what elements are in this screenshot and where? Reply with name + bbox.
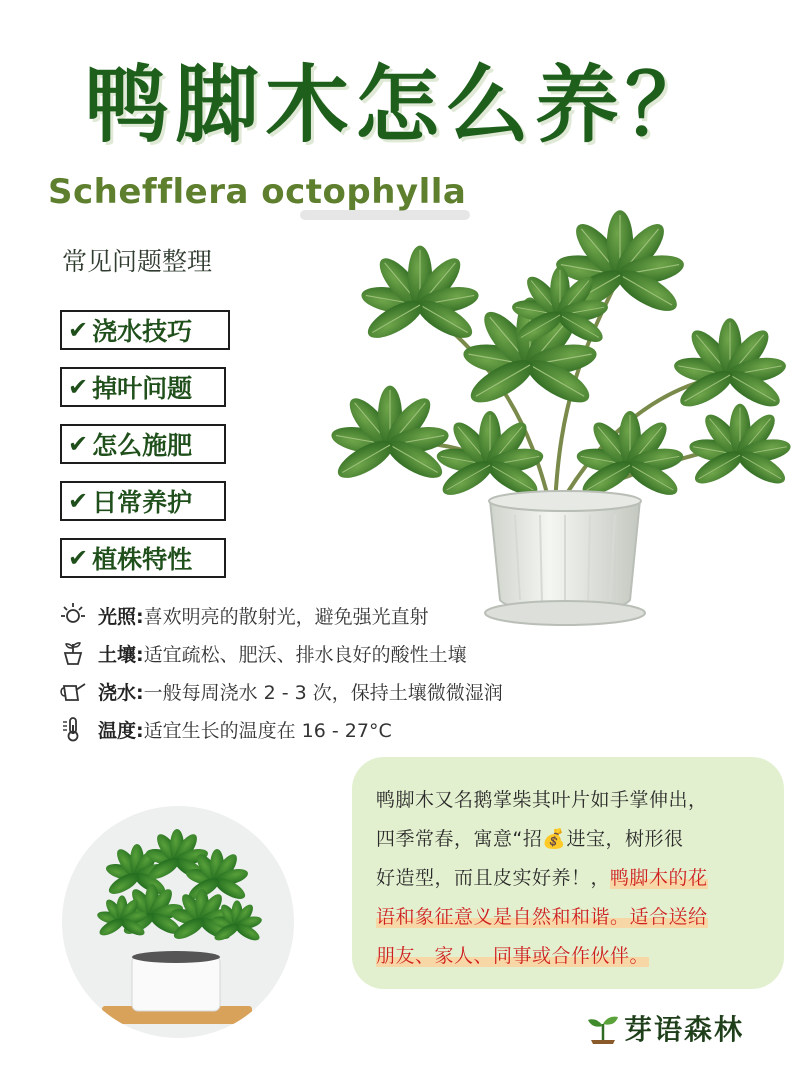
care-facts [58, 596, 503, 748]
fact-label: 光照: [98, 605, 144, 628]
note-highlight: 鸭脚木的花 [610, 867, 708, 889]
soil-pot-icon [58, 640, 88, 666]
checklist-item-traits [60, 538, 226, 578]
note-line [376, 898, 764, 937]
checklist-item-fertilizing [60, 424, 226, 464]
small-plant-photo [62, 806, 294, 1038]
fact-temperature [58, 710, 503, 748]
fact-text: 适宜疏松、肥沃、排水良好的酸性土壤 [143, 643, 467, 666]
fact-text: 适宜生长的温度在 16 - 27°C [143, 719, 392, 742]
page-title: 鸭脚木怎么养？ [84, 56, 715, 154]
schefflera-plant-image [300, 205, 800, 635]
fact-label: 土壤: [98, 643, 144, 666]
note-line: 四季常春，寓意“招💰进宝，树形很 [376, 828, 684, 850]
small-plant-image [62, 806, 294, 1038]
brand-logo [586, 1008, 744, 1048]
fact-watering [58, 672, 503, 710]
latin-name: Schefflera octophylla [48, 172, 467, 212]
checklist-label: 植株特性 [92, 545, 193, 574]
checkmark-icon: ✔ [68, 544, 89, 572]
checkmark-icon: ✔ [68, 430, 89, 458]
checklist-label: 掉叶问题 [92, 374, 193, 403]
checkmark-icon: ✔ [68, 316, 89, 344]
subtitle: 常见问题整理 [62, 247, 213, 276]
fact-label: 温度: [98, 719, 144, 742]
note-highlight: 朋友、家人、同事或合作伙伴。 [376, 945, 650, 967]
checklist-label: 怎么施肥 [92, 431, 193, 460]
description-card [352, 757, 784, 989]
checkmark-icon: ✔ [68, 487, 89, 515]
checklist-label: 日常养护 [92, 488, 193, 517]
checklist-item-daily-care [60, 481, 226, 521]
fact-text: 一般每周浇水 2 - 3 次，保持土壤微微湿润 [143, 681, 503, 704]
note-text: 好造型，而且皮实好养！， [376, 867, 611, 889]
sun-icon [58, 602, 88, 628]
checklist-label: 浇水技巧 [92, 317, 193, 346]
note-highlight: 语和象征意义是自然和和谐。适合送给 [376, 906, 708, 928]
checklist-item-leaf-drop [60, 367, 226, 407]
checklist-item-watering [60, 310, 230, 350]
topic-checklist [60, 310, 230, 595]
thermometer-icon [58, 716, 88, 742]
brand-name: 芽语森林 [624, 1013, 745, 1046]
fact-soil [58, 634, 503, 672]
note-line [376, 937, 764, 976]
watering-can-icon [58, 678, 88, 704]
fact-text: 喜欢明亮的散射光，避免强光直射 [143, 605, 429, 628]
note-line [376, 859, 764, 898]
fact-label: 浇水: [98, 681, 144, 704]
checkmark-icon: ✔ [68, 373, 89, 401]
note-line: 鸭脚木又名鹅掌柴其叶片如手掌伸出， [376, 789, 708, 811]
sprout-icon [586, 1012, 620, 1044]
fact-light [58, 596, 503, 634]
